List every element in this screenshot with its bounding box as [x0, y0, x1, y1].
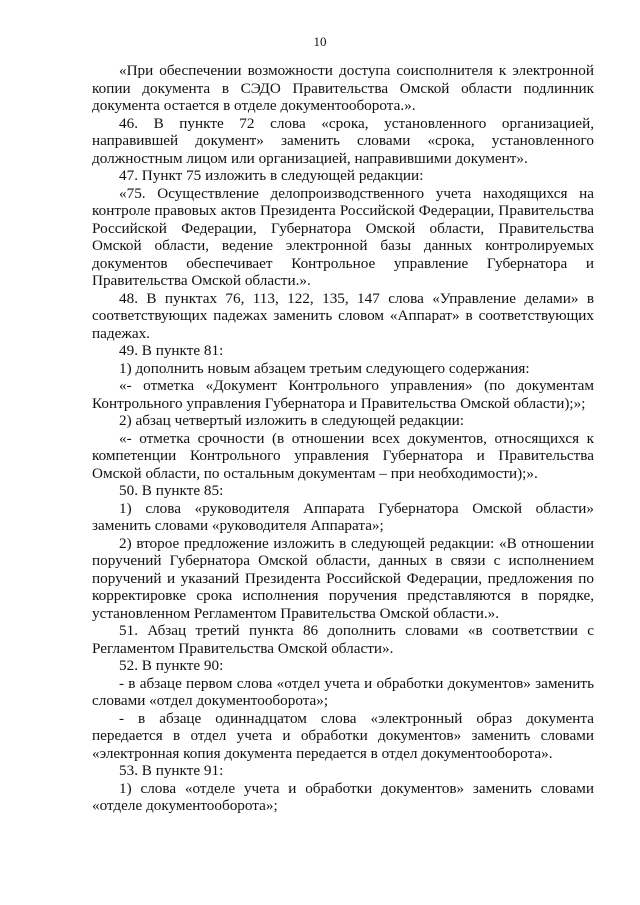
paragraph-50-item-1: 1) слова «руководителя Аппарата Губернатора Омской области» заменить словами «руководителя Аппарата»; — [92, 499, 594, 534]
paragraph-53: 53. В пункте 91: — [119, 762, 224, 779]
paragraph-49-item-1: 1) дополнить новым абзацем третьим следующего содержания: — [119, 359, 530, 377]
paragraph-75-text: «75. Осуществление делопроизводственного учета находящихся на контроле правовых актов Президента Российской Федерации, Правительства Российской Федерации, Губернатора Омской области, Правительства Омской области, ведение электронной базы данных контролируемых документов обеспечивает Контрольное управление Губернатора и Правительства Омской области.». — [92, 184, 594, 289]
paragraph-53-item-1: 1) слова «отделе учета и обработки документов» заменить словами «отделе документооборота»; — [92, 779, 594, 814]
paragraph-49-item-2: 2) абзац четвертый изложить в следующей редакции: — [119, 412, 464, 429]
document-body — [92, 62, 594, 815]
paragraph-48: 48. В пунктах 76, 113, 122, 135, 147 слова «Управление делами» в соответствующих падежах заменить словом «Аппарат» в соответствующих падежах. — [92, 289, 594, 342]
paragraph-51: 51. Абзац третий пункта 86 дополнить словами «в соответствии с Регламентом Правительства Омской области». — [92, 622, 594, 657]
paragraph-52-item-1: - в абзаце первом слова «отдел учета и обработки документов» заменить словами «отдел документооборота»; — [92, 674, 594, 709]
paragraph-46: 46. В пункте 72 слова «срока, установленного организацией, направившей документ» заменить словами «срока, установленного должностным лицом или организацией, направившими документ». — [92, 114, 594, 167]
paragraph-47: 47. Пункт 75 изложить в следующей редакции: — [119, 167, 424, 184]
paragraph-quote-access: «При обеспечении возможности доступа соисполнителя к электронной копии документа в СЭДО Правительства Омской области подлинник документа остается в отделе документооборота.». — [92, 62, 594, 114]
paragraph-49-item-2-text: «- отметка срочности (в отношении всех документов, относящихся к компетенции Контрольного управления Губернатора и Правительства Омской области, по остальным документам – при необходимости);». — [92, 429, 594, 482]
paragraph-50-item-2: 2) второе предложение изложить в следующей редакции: «В отношении поручений Губернатора Омской области, данных в связи с исполнением поручений и указаний Президента Российской Федерации, предложения по корректировке срока исполнения поручения представляются в порядке, установленном Регламентом Правительства Омской области.». — [92, 534, 594, 622]
paragraph-49-item-1-text: «- отметка «Документ Контрольного управления» (по документам Контрольного управления Губернатора и Правительства Омской области);»; — [92, 377, 594, 412]
paragraph-52: 52. В пункте 90: — [119, 657, 224, 674]
paragraph-52-item-2: - в абзаце одиннадцатом слова «электронный образ документа передается в отдел учета и обработки документов» заменить словами «электронная копия документа передается в отдел документооборота». — [92, 709, 594, 762]
paragraph-50: 50. В пункте 85: — [119, 482, 224, 499]
page-number: 10 — [313, 34, 327, 49]
paragraph-49: 49. В пункте 81: — [119, 342, 224, 359]
